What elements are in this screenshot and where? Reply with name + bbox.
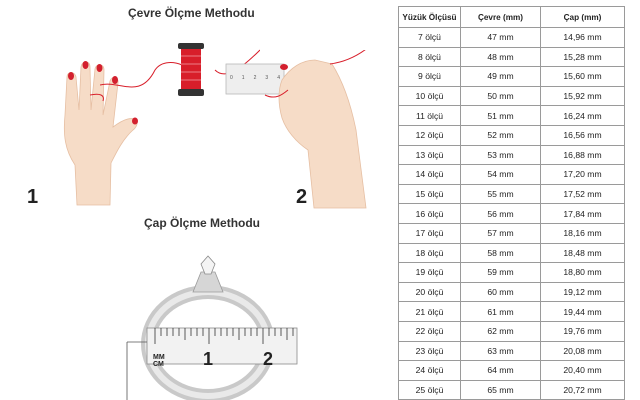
cell-diameter: 15,60 mm	[541, 67, 625, 87]
cell-circumference: 55 mm	[461, 184, 541, 204]
cell-circumference: 51 mm	[461, 106, 541, 126]
cell-diameter: 19,12 mm	[541, 282, 625, 302]
table-header-row	[399, 7, 625, 28]
diameter-method-title: Çap Ölçme Methodu	[144, 216, 261, 230]
cell-ring-size: 23 ölçü	[399, 341, 461, 361]
table-row	[399, 28, 625, 48]
ruler-tick-label: 3	[265, 75, 269, 81]
table-row	[399, 263, 625, 283]
cell-ring-size: 24 ölçü	[399, 361, 461, 381]
cell-circumference: 61 mm	[461, 302, 541, 322]
header-circumference: Çevre (mm)	[461, 7, 541, 28]
cell-ring-size: 7 ölçü	[399, 28, 461, 48]
table-row	[399, 125, 625, 145]
ruler-unit-mm: MM	[153, 354, 165, 361]
table-row	[399, 361, 625, 381]
header-ring-size: Yüzük Ölçüsü	[399, 7, 461, 28]
cell-ring-size: 21 ölçü	[399, 302, 461, 322]
cell-circumference: 54 mm	[461, 165, 541, 185]
cell-ring-size: 25 ölçü	[399, 380, 461, 400]
cell-circumference: 47 mm	[461, 28, 541, 48]
cell-circumference: 63 mm	[461, 341, 541, 361]
table-row	[399, 47, 625, 67]
cell-circumference: 58 mm	[461, 243, 541, 263]
hand-ruler-illustration	[220, 50, 370, 210]
table-row	[399, 321, 625, 341]
step-number-1: 1	[27, 186, 39, 208]
cell-ring-size: 19 ölçü	[399, 263, 461, 283]
step-number-2: 2	[296, 186, 308, 208]
ring-illustration	[125, 252, 300, 400]
table-row	[399, 86, 625, 106]
ring-size-table	[398, 6, 625, 400]
cell-diameter: 18,48 mm	[541, 243, 625, 263]
cell-ring-size: 20 ölçü	[399, 282, 461, 302]
table-row	[399, 204, 625, 224]
cell-circumference: 49 mm	[461, 67, 541, 87]
cell-diameter: 16,24 mm	[541, 106, 625, 126]
cell-diameter: 18,80 mm	[541, 263, 625, 283]
cell-circumference: 50 mm	[461, 86, 541, 106]
table-row	[399, 67, 625, 87]
ruler-number-1: 1	[203, 349, 214, 369]
cell-diameter: 16,56 mm	[541, 125, 625, 145]
cell-diameter: 15,28 mm	[541, 47, 625, 67]
cell-diameter: 20,40 mm	[541, 361, 625, 381]
cell-diameter: 14,96 mm	[541, 28, 625, 48]
cell-ring-size: 22 ölçü	[399, 321, 461, 341]
cell-diameter: 17,84 mm	[541, 204, 625, 224]
cell-circumference: 52 mm	[461, 125, 541, 145]
cell-diameter: 19,76 mm	[541, 321, 625, 341]
table-row	[399, 223, 625, 243]
cell-ring-size: 10 ölçü	[399, 86, 461, 106]
cell-diameter: 17,20 mm	[541, 165, 625, 185]
table-row	[399, 145, 625, 165]
cell-diameter: 18,16 mm	[541, 223, 625, 243]
ruler-tick-label: 1	[241, 75, 245, 81]
cell-diameter: 20,08 mm	[541, 341, 625, 361]
ruler-tick-label: 2	[253, 75, 257, 81]
table-body	[399, 28, 625, 400]
cell-circumference: 57 mm	[461, 223, 541, 243]
cell-ring-size: 13 ölçü	[399, 145, 461, 165]
ruler-tick-label: 0	[230, 75, 233, 81]
ruler-unit-cm: CM	[153, 361, 164, 368]
cell-ring-size: 17 ölçü	[399, 223, 461, 243]
cell-circumference: 48 mm	[461, 47, 541, 67]
cell-circumference: 59 mm	[461, 263, 541, 283]
table-row	[399, 380, 625, 400]
small-ruler-ticks	[230, 75, 280, 81]
cell-diameter: 19,44 mm	[541, 302, 625, 322]
cell-circumference: 64 mm	[461, 361, 541, 381]
cell-ring-size: 16 ölçü	[399, 204, 461, 224]
cell-circumference: 65 mm	[461, 380, 541, 400]
cell-ring-size: 15 ölçü	[399, 184, 461, 204]
cell-ring-size: 11 ölçü	[399, 106, 461, 126]
cell-circumference: 62 mm	[461, 321, 541, 341]
table-row	[399, 282, 625, 302]
table-row	[399, 184, 625, 204]
table-row	[399, 165, 625, 185]
cell-diameter: 20,72 mm	[541, 380, 625, 400]
header-diameter: Çap (mm)	[541, 7, 625, 28]
cell-circumference: 53 mm	[461, 145, 541, 165]
cell-diameter: 17,52 mm	[541, 184, 625, 204]
cell-ring-size: 8 ölçü	[399, 47, 461, 67]
table-row	[399, 243, 625, 263]
cell-ring-size: 9 ölçü	[399, 67, 461, 87]
cell-ring-size: 14 ölçü	[399, 165, 461, 185]
cell-diameter: 15,92 mm	[541, 86, 625, 106]
cell-circumference: 56 mm	[461, 204, 541, 224]
cell-ring-size: 12 ölçü	[399, 125, 461, 145]
ruler-tick-label: 4	[277, 75, 280, 81]
thread-spool-icon	[176, 42, 206, 98]
circumference-method-title: Çevre Ölçme Methodu	[128, 6, 255, 20]
table-row	[399, 106, 625, 126]
table-row	[399, 302, 625, 322]
cell-circumference: 60 mm	[461, 282, 541, 302]
ruler-number-2: 2	[263, 349, 274, 369]
cell-ring-size: 18 ölçü	[399, 243, 461, 263]
table-row	[399, 341, 625, 361]
cell-diameter: 16,88 mm	[541, 145, 625, 165]
